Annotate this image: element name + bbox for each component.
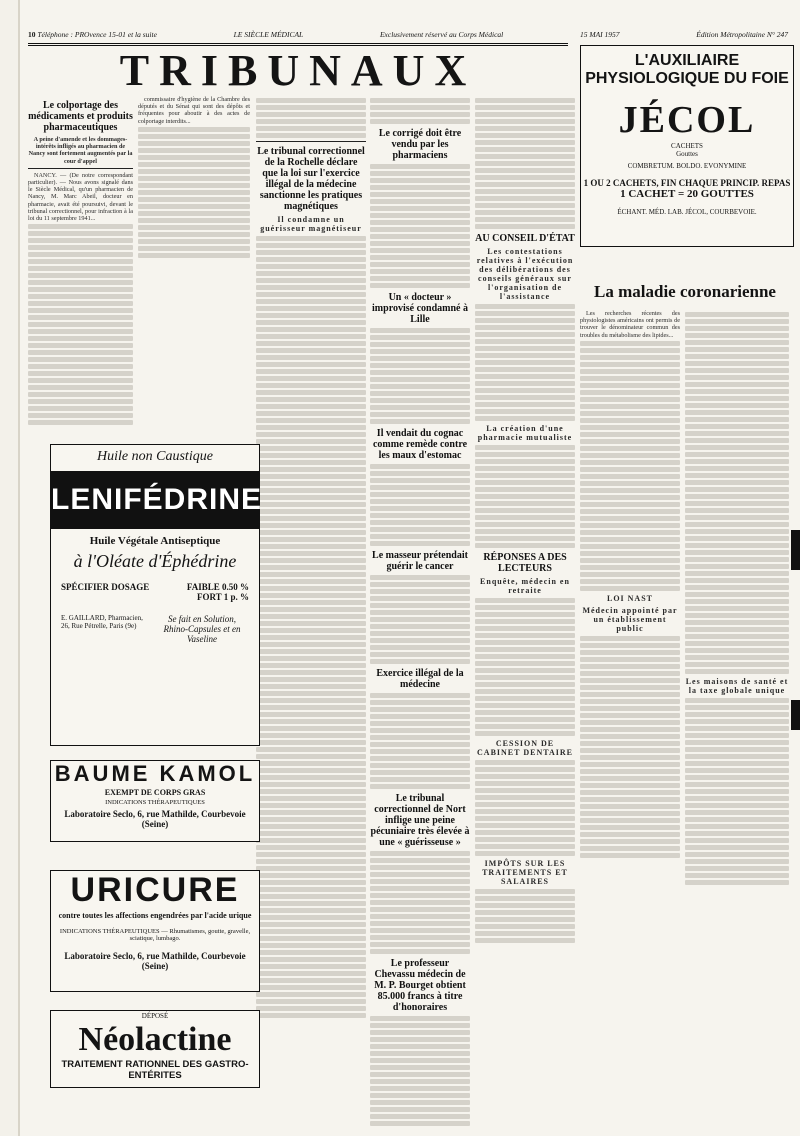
kamol-line1: EXEMPT DE CORPS GRAS <box>104 788 206 797</box>
body-text-lines <box>256 98 366 138</box>
jecol-gouttes: Gouttes <box>676 150 698 158</box>
ad-tagline: Huile non Caustique <box>97 449 213 464</box>
article-headline: Le professeur Chevassu médecin de M. P. Bourget obtient 85.000 francs à titre d'honoraires <box>374 958 466 1013</box>
lab-address: E. GAILLARD, Pharmacien, 26, Rue Pétrelle, Paris (9e) <box>61 614 143 630</box>
jecol-formula: COMBRETUM. BOLDO. EVONYMINE <box>627 162 747 170</box>
article-text: Les recherches récentes des physiologistes américains ont permis de trouver le dénominateur commun des troubles du métabolisme des lipides... <box>580 310 680 339</box>
article-subhead: Médecin appointé par un établissement public <box>582 605 678 633</box>
edition: Édition Métropolitaine N° 247 <box>696 30 788 39</box>
article-headline: RÉPONSES A DES LECTEURS <box>483 552 567 574</box>
body-text-lines <box>28 224 133 425</box>
dose-label: SPÉCIFIER DOSAGE <box>61 582 150 592</box>
article-subhead: Enquête, médecin en retraite <box>480 577 570 595</box>
neolactine-ad <box>50 1010 260 1088</box>
dose-strong: FORT 1 p. % <box>196 592 249 602</box>
neolactine-sub: TRAITEMENT RATIONNEL DES GASTRO-ENTÉRITES <box>61 1059 249 1081</box>
column-5 <box>475 96 575 1126</box>
kamol-line2: INDICATIONS THÉRAPEUTIQUES <box>105 799 205 806</box>
divider <box>256 141 366 142</box>
article-headline: Un « docteur » improvisé condamné à Lille <box>372 292 468 325</box>
article-headline: Le tribunal correctionnel de la Rochelle déclare que la loi sur l'exercice illégal de la médecine sanctionne les pratiques magnétiques <box>257 146 365 212</box>
jecol-ad <box>580 45 794 247</box>
article-headline: Exercice illégal de la médecine <box>376 668 464 690</box>
issue-date: 15 MAI 1957 <box>579 30 620 39</box>
uricure-brand: URICURE <box>70 871 240 909</box>
kamol-ad <box>50 760 260 842</box>
exclusive-note: Exclusivement réservé au Corps Médical <box>379 30 504 39</box>
article-subhead: IMPÔTS SUR LES TRAITEMENTS ET SALAIRES <box>482 859 568 886</box>
edge-mark <box>791 700 800 730</box>
section-title: TRIBUNAUX <box>119 46 477 95</box>
article-headline: Le colportage des médicaments et produits pharmaceutiques <box>28 100 133 133</box>
edge-mark <box>791 530 800 570</box>
article-subhead: Les contestations relatives à l'exécution des délibérations des conseils généraux sur l'organisation de l'assistance <box>476 247 574 301</box>
jecol-brand: JÉCOL <box>618 99 756 141</box>
column-6 <box>580 310 680 1090</box>
article-text: NANCY. — (De notre correspondant particulier). — Nous avons signalé dans le Siècle Médical, qu'un pharmacien de Nancy, M. Marc Abeil, docteur en pharmacie, avait été poursuivi, devant le tribunal correctionnel, pour infraction à la loi du 11 septembre 1941... <box>28 171 133 223</box>
deposited-mark: DÉPOSÉ <box>141 1012 169 1020</box>
kamol-lab: Laboratoire Seclo, 6, rue Mathilde, Courbevoie (Seine) <box>64 809 246 829</box>
body-text-lines <box>370 98 470 124</box>
article-subhead: Les maisons de santé et la taxe globale unique <box>685 677 789 695</box>
column-2 <box>138 96 250 436</box>
newspaper-page <box>20 0 800 1136</box>
jecol-dose: 1 OU 2 CACHETS, FIN CHAQUE PRINCIP. REPAS <box>583 178 791 188</box>
dose-weak: FAIBLE 0.50 % <box>186 582 249 592</box>
jecol-equiv: 1 CACHET = 20 GOUTTES <box>620 188 754 200</box>
jecol-cachets: CACHETS <box>671 142 703 150</box>
article-headline: Le tribunal correctionnel de Nort inflige une peine pécuniaire très élevée à une « guérisseuse » <box>370 793 470 848</box>
lenifedrine-brand: LENIFÉDRINE <box>51 471 259 529</box>
uricure-ad <box>50 870 260 992</box>
article-headline-coronary: La maladie coronarienne <box>594 282 776 301</box>
article-subhead: LOI NAST <box>606 593 653 603</box>
body-text-lines <box>138 127 250 258</box>
column-1 <box>28 96 133 436</box>
article-subhead: La création d'une pharmacie mutualiste <box>477 424 573 442</box>
body-text-lines <box>256 236 366 1018</box>
column-4 <box>370 96 470 1126</box>
ad-footer <box>51 608 259 650</box>
forms: Se fait en Solution, Rhino-Capsules et en Vaseline <box>163 614 241 644</box>
journal-name: LE SIÈCLE MÉDICAL <box>233 30 304 39</box>
dose-block <box>51 576 259 608</box>
page-number: 10 <box>28 30 36 39</box>
article-intro: A peine d'amende et les dommages-intérêts infligés au pharmacien de Nancy sont fortement augmentés par la cour d'appel <box>28 136 133 165</box>
article-headline: Le masseur prétendait guérir le cancer <box>372 550 468 572</box>
neolactine-brand: Néolactine <box>78 1021 232 1058</box>
article-subhead: Il condamne un guérisseur magnétiseur <box>260 215 362 233</box>
uricure-line1: contre toutes les affections engendrées par l'acide urique <box>58 911 252 920</box>
column-7 <box>685 310 789 1090</box>
article-headline: AU CONSEIL D'ÉTAT <box>475 233 575 244</box>
ad-subtitle-2: à l'Oléate d'Éphédrine <box>73 551 237 571</box>
uricure-line2: INDICATIONS THÉRAPEUTIQUES — Rhumatismes, goutte, gravelle, sciatique, lumbago. <box>59 928 251 942</box>
ad-title: L'AUXILIAIRE PHYSIOLOGIQUE DU FOIE <box>585 52 789 87</box>
jecol-lab: ÉCHANT. MÉD. LAB. JÉCOL, COURBEVOIE. <box>617 208 757 216</box>
uricure-lab: Laboratoire Seclo, 6, rue Mathilde, Courbevoie (Seine) <box>64 951 246 971</box>
article-headline: Le corrigé doit être vendu par les pharmaciens <box>378 128 462 161</box>
kamol-brand: BAUME KAMOL <box>54 761 256 786</box>
divider <box>28 168 133 169</box>
ad-subtitle: Huile Végétale Antiseptique <box>89 535 221 547</box>
article-headline: Il vendait du cognac comme remède contre les maux d'estomac <box>372 428 468 461</box>
article-text: commissaire d'hygiène de la Chambre des députés et du Sénat qui sont des dépôts et fréquentes pour aboutir à des actes de colportage interdits... <box>138 96 250 125</box>
page-header <box>28 30 788 40</box>
section-masthead <box>28 43 568 96</box>
article-subhead: CESSION DE CABINET DENTAIRE <box>477 739 573 757</box>
lenifedrine-ad <box>50 444 263 746</box>
phone: Téléphone : PROvence 15-01 et la suite <box>37 30 157 39</box>
column-3 <box>256 96 366 1126</box>
